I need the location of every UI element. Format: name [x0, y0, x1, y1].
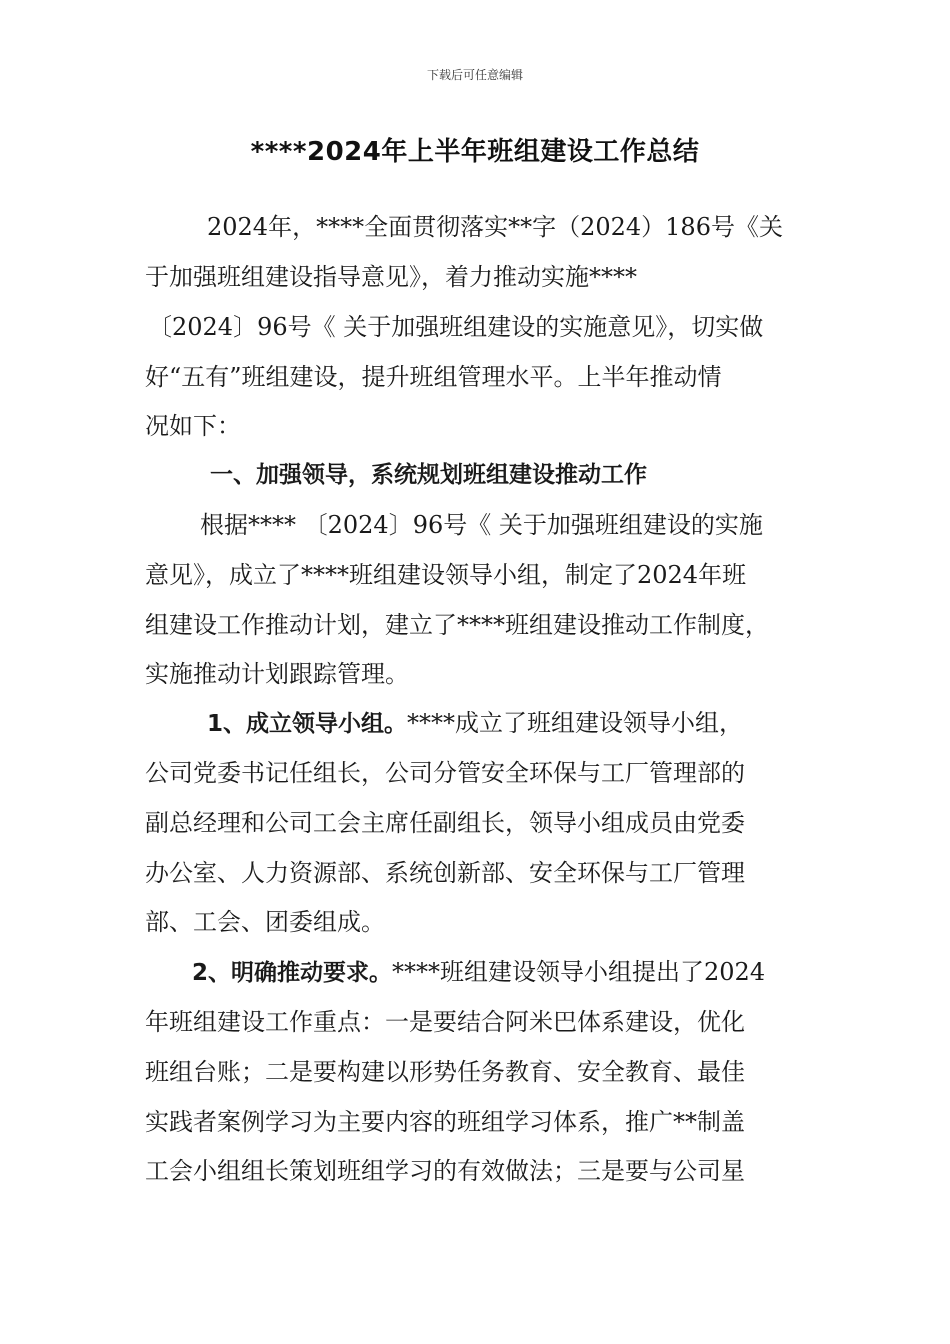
intro-line-2: 于加强班组建设指导意见》，着力推动实施****: [145, 263, 637, 291]
item-1-first-line: [207, 708, 743, 739]
item-1-line-3: 副总经理和公司工会主席任副组长，领导小组成员由党委: [145, 809, 745, 837]
document-title: ****2024年上半年班组建设工作总结: [250, 137, 700, 167]
section-1-line-4: 实施推动计划跟踪管理。: [145, 660, 409, 688]
item-1-lead: 1、成立领导小组。: [207, 711, 408, 737]
section-1-line-1: 根据**** 〔2024〕96号《 关于加强班组建设的实施: [200, 511, 763, 539]
header-note: 下载后可任意编辑: [426, 68, 523, 82]
item-2-first-line: [192, 957, 765, 988]
item-1-first-rest: ****成立了班组建设领导小组，: [407, 709, 744, 737]
item-2-line-2: 年班组建设工作重点：一是要结合阿米巴体系建设，优化: [145, 1008, 745, 1036]
section-1-line-2: 意见》，成立了****班组建设领导小组，制定了2024年班: [145, 561, 747, 589]
item-2-first-rest: ****班组建设领导小组提出了2024: [392, 958, 766, 986]
item-2-line-4: 实践者案例学习为主要内容的班组学习体系，推广**制盖: [145, 1108, 745, 1136]
item-1-line-5: 部、工会、团委组成。: [145, 908, 385, 936]
intro-line-5: 况如下：: [145, 412, 241, 440]
item-2-line-3: 班组台账；二是要构建以形势任务教育、安全教育、最佳: [145, 1058, 745, 1086]
section-1-heading: 一、加强领导，系统规划班组建设推动工作: [210, 462, 647, 488]
section-1-line-3: 组建设工作推动计划，建立了****班组建设推动工作制度，: [145, 611, 769, 639]
intro-line-1: 2024年，****全面贯彻落实**字（2024）186号《关: [207, 213, 783, 241]
intro-line-3: 〔2024〕96号《 关于加强班组建设的实施意见》，切实做: [148, 313, 764, 341]
item-1-line-4: 办公室、人力资源部、系统创新部、安全环保与工厂管理: [145, 859, 745, 887]
item-2-line-5: 工会小组组长策划班组学习的有效做法；三是要与公司星: [145, 1157, 745, 1185]
item-2-lead: 2、明确推动要求。: [192, 960, 393, 986]
item-1-line-2: 公司党委书记任组长，公司分管安全环保与工厂管理部的: [145, 759, 745, 787]
intro-line-4: 好“五有”班组建设，提升班组管理水平。上半年推动情: [145, 363, 722, 391]
